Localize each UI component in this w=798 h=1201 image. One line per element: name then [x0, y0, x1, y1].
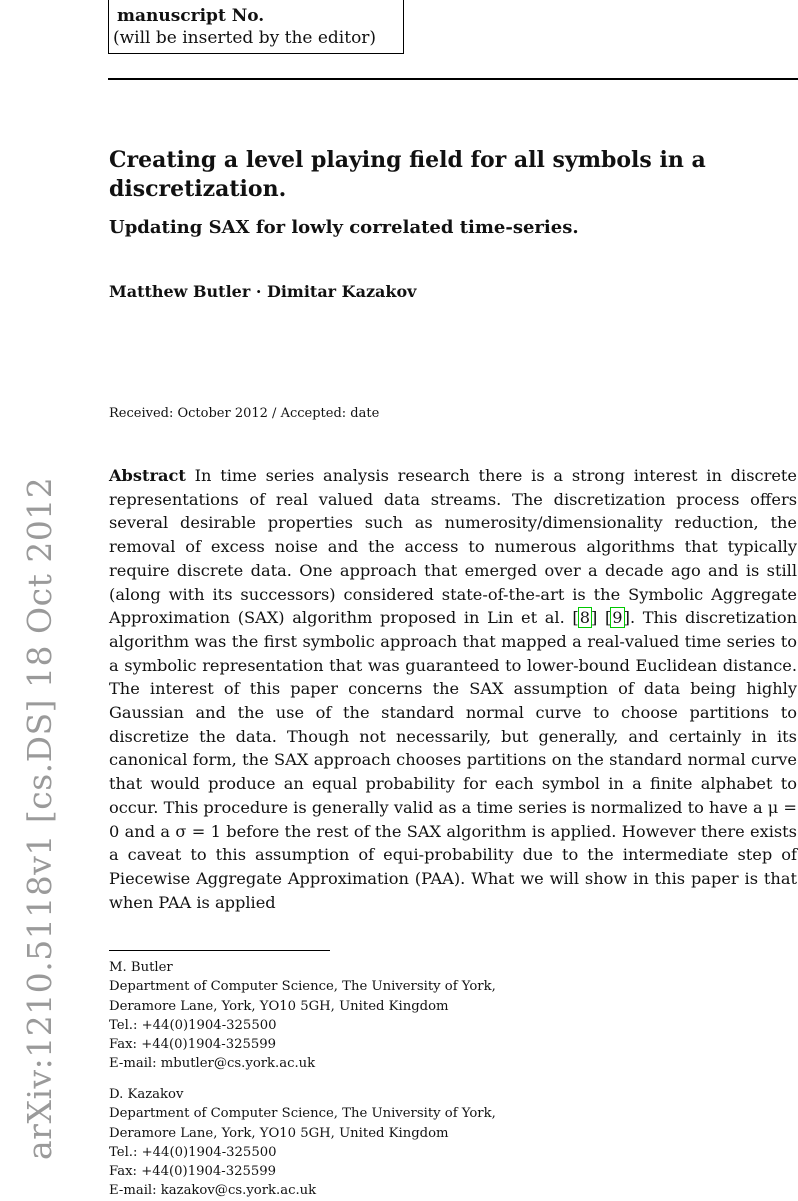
- affiliation-name: M. Butler: [109, 960, 173, 975]
- affiliation-fax: Fax: +44(0)1904-325599: [109, 1037, 277, 1053]
- editor-note: (will be inserted by the editor): [113, 28, 377, 48]
- received-date: Received: October 2012 / Accepted: date: [109, 406, 380, 421]
- abstract: Abstract In time series analysis research there is a strong interest in discrete representations of real valued data streams. The discretization process offers several desirable properties such as numerosity/dimensionality reduction, the removal of excess noise and the access to numerous algorithms that typically require discrete data. One approach that emerged over a decade ago and is still (along with its successors) considered state-of-the-art is the Symbolic Aggregate Approximation (SAX) algorithm proposed in Lin et al. [8] [9]. This discretization algorithm was the first symbolic approach that mapped a real-valued time series to a symbolic representation that was guaranteed to lower-bound Euclidean distance. The interest of this paper concerns the SAX assumption of data being highly Gaussian and the use of the standard normal curve to choose partitions to discretize the data. Though not necessarily, but generally, and certainly in its canonical form, the SAX approach chooses partitions on the standard normal curve that would produce an equal probability for each symbol in a finite alphabet to occur. This procedure is generally valid as a time series is normalized to have a μ = 0 and a σ = 1 before the rest of the SAX algorithm is applied. However there exists a caveat to this assumption of equi-probability due to the intermediate step of Piecewise Aggregate Approximation (PAA). What we will show in this paper is that when PAA is applied: [109, 466, 797, 912]
- affiliation-address: Deramore Lane, York, YO10 5GH, United Kingdom: [109, 1125, 449, 1141]
- manuscript-label: manuscript No.: [117, 6, 265, 26]
- affiliation-address: Deramore Lane, York, YO10 5GH, United Kingdom: [109, 998, 449, 1014]
- footnote-rule: [109, 950, 330, 951]
- affiliation-email: E-mail: kazakov@cs.york.ac.uk: [109, 1183, 317, 1199]
- citation-link-9[interactable]: 9: [612, 608, 623, 628]
- affiliation-fax: Fax: +44(0)1904-325599: [109, 1164, 277, 1180]
- author-line: Matthew Butler · Dimitar Kazakov: [109, 282, 417, 301]
- citation-link-8[interactable]: 8: [579, 608, 591, 628]
- affiliation-butler: [109, 958, 496, 1074]
- affiliation-dept: Department of Computer Science, The University of York,: [109, 1106, 496, 1122]
- affiliation-email: E-mail: mbutler@cs.york.ac.uk: [109, 1056, 316, 1072]
- paper-title: Creating a level playing field for all symbols in a discretization.: [109, 147, 706, 202]
- abstract-text-1: In time series analysis research there is a strong interest in discrete representations of real valued data streams. The discretization process offers several desirable properties such as numerosity/dimensionality reduction, the removal of excess noise and the access to numerous algorithms that typically require discrete data. One approach that emerged over a decade ago and is still (along with its successors) considered state-of-the-art is the Symbolic Aggregate Approximation (SAX) algorithm proposed in Lin et al.: [109, 466, 797, 628]
- arxiv-stamp: arXiv:1210.5118v1 [cs.DS] 18 Oct 2012: [20, 476, 59, 1160]
- header-rule: [108, 78, 798, 80]
- affiliation-dept: Department of Computer Science, The University of York,: [109, 979, 496, 995]
- paper-subtitle: Updating SAX for lowly correlated time-series.: [109, 217, 579, 238]
- manuscript-box: [108, 0, 404, 54]
- affiliation-tel: Tel.: +44(0)1904-325500: [109, 1144, 277, 1160]
- abstract-text-2: . This discretization algorithm was the first symbolic approach that mapped a real-valued time series to a symbolic representation that was guaranteed to lower-bound Euclidean distance. The interest of this paper concerns the SAX assumption of data being highly Gaussian and the use of the standard normal curve to choose partitions to discretize the data. Though not necessarily, but generally, and certainly in its canonical form, the SAX approach chooses partitions on the standard normal curve that would produce an equal probability for each symbol in a finite alphabet to occur. This procedure is generally valid as a time series is normalized to have a μ = 0 and a σ = 1 before the rest of the SAX algorithm is applied. However there exists a caveat to this assumption of equi-probability due to the intermediate step of Piecewise Aggregate Approximation (PAA). What we will show in this paper is that when PAA is applied: [109, 608, 797, 912]
- abstract-heading: Abstract: [109, 466, 186, 485]
- affiliation-name: D. Kazakov: [109, 1087, 184, 1102]
- affiliation-kazakov: [109, 1085, 496, 1201]
- affiliation-tel: Tel.: +44(0)1904-325500: [109, 1017, 277, 1033]
